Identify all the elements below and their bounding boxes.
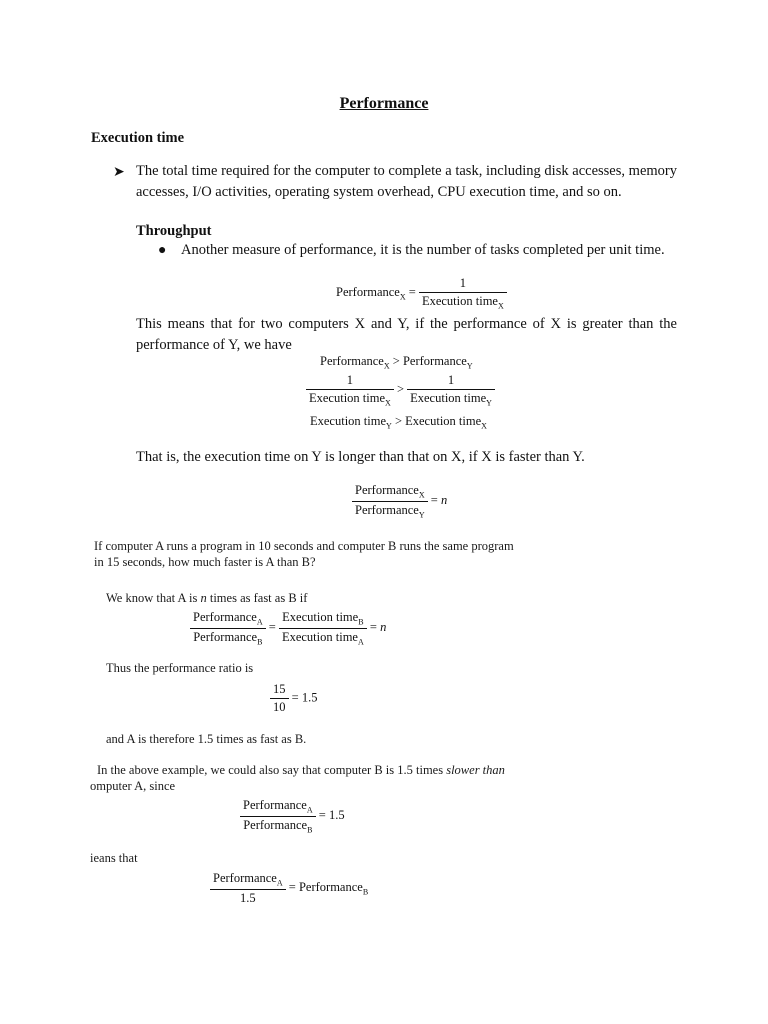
eq-perf-label: Performance [213,871,277,885]
eq-sub: A [357,637,364,646]
slower-italic: slower than [446,763,505,777]
two-computers-paragraph: This means that for two computers X and Y, if the performance of X is greater than the performance of Y, we have [136,316,677,353]
eq-sub: A [306,805,313,815]
eq-denominator [407,390,495,408]
eq-sub: Y [486,398,492,408]
equation-perf-ratio-n [352,483,447,519]
eq-numerator: 1 [306,373,394,390]
eq-fraction [306,373,394,408]
eq-perf-label: Performance [336,285,400,300]
eq-denominator: 1.5 [240,890,256,905]
eq-greater: > [392,354,400,368]
we-know-n: n [200,591,207,605]
eq-greater: > [394,414,402,428]
we-know-suffix: times as fast as B if [206,591,308,605]
eq-exec-label: Execution time [410,391,487,405]
eq-equals: = [369,619,377,634]
equation-exec-compare [310,414,487,431]
eq-numerator: 15 [270,682,289,699]
eq-equals: = [318,807,326,822]
eq-sub: X [385,398,391,408]
eq-fraction [419,276,507,311]
eq-result: 1.5 [328,807,345,822]
eq-perf-label: Performance [320,354,384,368]
slower-prefix: In the above example, we could also say that computer B is 1.5 times [97,763,447,777]
eq-fraction [240,798,316,834]
eq-perf-label: Performance [355,502,419,517]
throughput-definition: Another measure of performance, it is the number of tasks completed per unit time. [181,242,665,258]
eq-n: n [440,492,448,507]
eq-denominator [419,293,507,311]
eq-n: n [380,619,387,634]
eq-sub: B [307,825,313,834]
eq-numerator: 1 [419,276,507,293]
eq-numerator [240,798,316,817]
eq-sub: X [383,361,390,371]
eq-denominator [190,629,266,647]
equation-exec-fraction-compare [306,373,495,408]
slower-line2: omputer A, since [90,779,176,793]
eq-sub: A [256,617,263,627]
eq-fraction [407,373,495,408]
eq-fraction [210,871,286,906]
equation-performance-definition [336,276,507,311]
execution-time-definition: The total time required for the computer to complete a task, including disk accesses, memory accesses, I/O activities, operating system overhead, CPU execution time, and so on. [136,163,677,200]
eq-perf-label: Performance [402,354,467,368]
eq-exec-label: Execution time [309,391,386,405]
eq-greater: > [396,382,404,397]
eq-fraction [190,610,266,646]
eq-sub: X [497,301,504,311]
eq-perf-label: Performance [355,483,419,497]
eq-denominator [279,629,367,647]
eq-sub: Y [386,421,392,431]
ratio-intro: Thus the performance ratio is [106,661,254,675]
eq-sub: X [481,421,487,431]
eq-numerator [352,483,428,502]
eq-equals: = [291,690,299,705]
eq-sub: B [358,617,364,627]
eq-perf-label: Performance [193,629,258,644]
equation-perf-b [210,871,368,906]
eq-numerator: 1 [407,373,495,390]
eq-denominator [352,502,428,520]
throughput-heading: Throughput [136,223,212,239]
eq-exec-label: Execution time [405,414,482,428]
eq-exec-label: Execution time [310,414,387,428]
eq-sub: Y [466,361,473,371]
arrow-bullet-icon: ➤ [113,165,125,180]
eq-equals: = [268,619,276,634]
eq-denominator [306,390,394,408]
eq-exec-label: Execution time [421,294,498,308]
eq-perf-label: Performance [298,880,363,895]
eq-perf-label: Performance [243,817,308,832]
eq-equals: = [288,880,296,895]
section-heading: Execution time [91,130,185,146]
eq-denominator [240,817,316,835]
eq-fraction [352,483,428,519]
equation-ab-slower [240,798,345,834]
eq-numerator [279,610,367,629]
eq-sub: B [257,637,263,646]
eq-result: 1.5 [301,690,318,705]
we-know-line [106,590,307,606]
we-know-prefix: We know that A is [106,591,201,605]
example-question: If computer A runs a program in 10 seconds and computer B runs the same program in 15 seconds, how much faster is A than B? [94,539,514,569]
eq-sub: Y [418,510,425,519]
eq-numerator [190,610,266,629]
eq-sub: X [418,490,425,500]
eq-perf-label: Performance [193,610,257,624]
slower-paragraph [97,762,527,778]
eq-exec-label: Execution time [282,610,359,624]
means-that: ieans that [90,851,138,865]
ratio-conclusion: and A is therefore 1.5 times as fast as B. [106,732,307,746]
eq-equals: = [408,285,416,300]
eq-equals: = [430,492,438,507]
eq-denominator: 10 [273,700,286,714]
equation-ratio-value [270,682,317,715]
dot-bullet-icon: ● [158,243,167,258]
eq-perf-label: Performance [243,798,307,812]
equation-ab-ratio [190,610,386,646]
eq-numerator [210,871,286,890]
eq-sub: X [399,292,406,302]
eq-sub: B [362,887,369,897]
page-title: Performance [339,95,429,112]
eq-fraction [270,682,289,715]
that-is-paragraph: That is, the execution time on Y is longer than that on X, if X is faster than Y. [136,449,585,465]
eq-sub: A [276,878,283,888]
equation-perf-compare [320,354,473,371]
eq-fraction [279,610,367,646]
eq-exec-label: Execution time [281,629,358,644]
